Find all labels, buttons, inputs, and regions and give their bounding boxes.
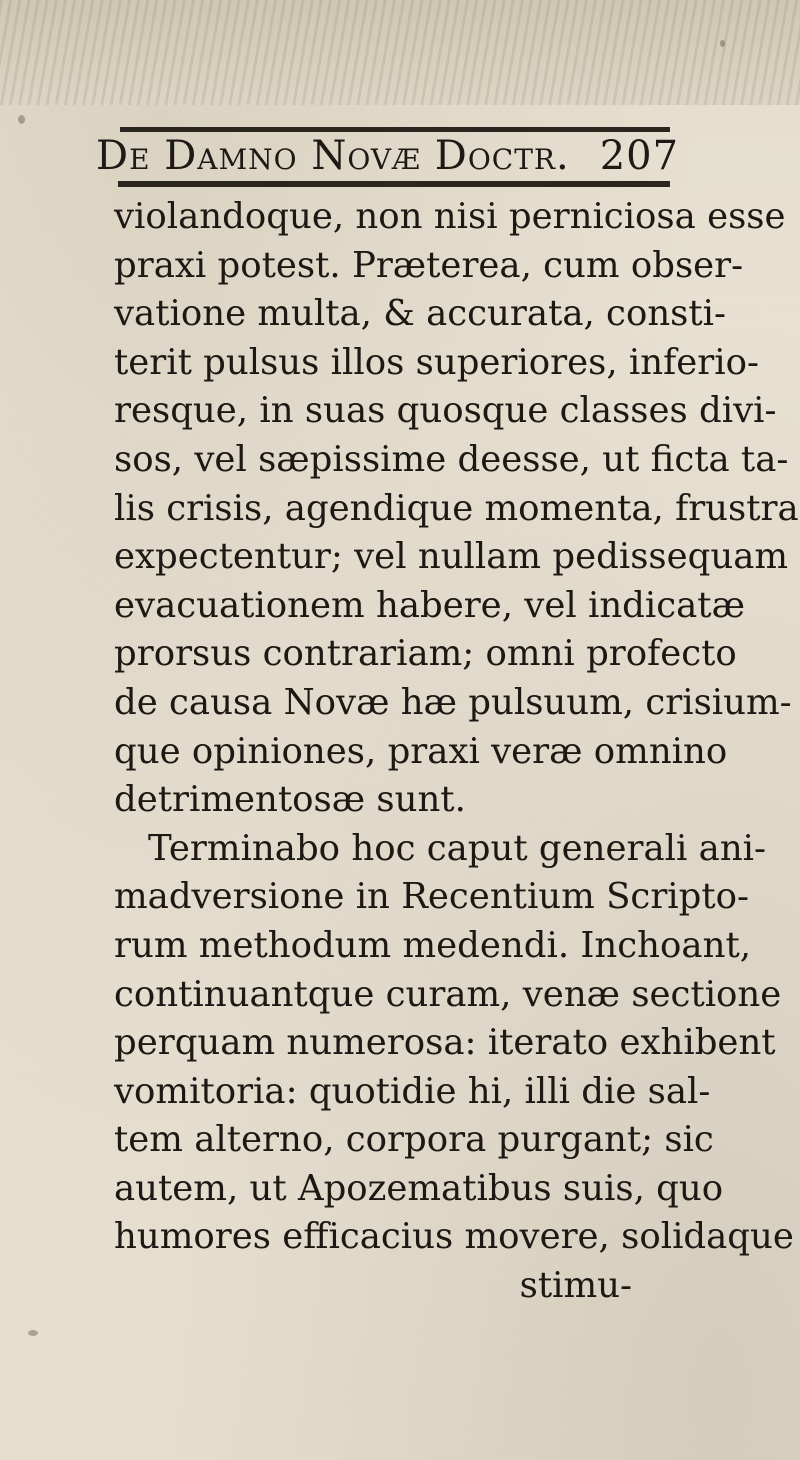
text-line: lis crisis, agendique momenta, frustra — [114, 487, 799, 529]
text-line: praxi potest. Præterea, cum obser- — [114, 244, 744, 286]
text-line: vatione multa, & accurata, consti- — [114, 293, 727, 335]
text-line: resque, in suas quosque classes divi- — [114, 390, 777, 432]
text-line: autem, ut Apozematibus suis, quo — [114, 1167, 724, 1209]
text-line: sos, vel sæpissime deesse, ut ficta ta- — [114, 438, 789, 480]
running-header — [96, 132, 696, 180]
text-line: tem alterno, corpora purgant; sic — [114, 1119, 714, 1161]
text-line: de causa Novæ hæ pulsuum, crisium- — [114, 681, 792, 723]
text-line: violandoque, non nisi perniciosa esse — [114, 196, 786, 237]
text-line: prorsus contrariam; omni profecto — [114, 633, 737, 675]
text-line: expectentur; vel nullam pedissequam — [114, 536, 789, 578]
page-number: 207 — [599, 133, 680, 179]
text-line: madversione in Recentium Scripto- — [114, 876, 749, 918]
text-line: que opiniones, praxi veræ omnino — [114, 730, 728, 772]
text-line: perquam numerosa: iterato exhibent — [114, 1022, 776, 1064]
text-line: continuantque curam, venæ sectione — [114, 973, 782, 1015]
text-line: humores efficacius movere, solidaque — [114, 1216, 794, 1258]
paper-stain — [18, 115, 25, 124]
running-title: De Damno Novæ Doctr. — [96, 133, 570, 179]
paper-stain — [720, 40, 725, 47]
paragraph-start-line: Terminabo hoc caput generali ani- — [148, 827, 767, 869]
paper-stain — [28, 1330, 38, 1336]
text-line: detrimentosæ sunt. — [114, 779, 466, 821]
text-line: terit pulsus illos superiores, inferio- — [114, 341, 759, 383]
header-rule-bottom — [118, 181, 670, 187]
catchword: stimu- — [519, 1265, 632, 1307]
body-text — [114, 193, 799, 1311]
text-line: rum methodum medendi. Inchoant, — [114, 924, 751, 966]
previous-page-bleed — [0, 0, 800, 105]
text-line: vomitoria: quotidie hi, illi die sal- — [114, 1070, 711, 1112]
text-line: evacuationem habere, vel indicatæ — [114, 584, 745, 626]
